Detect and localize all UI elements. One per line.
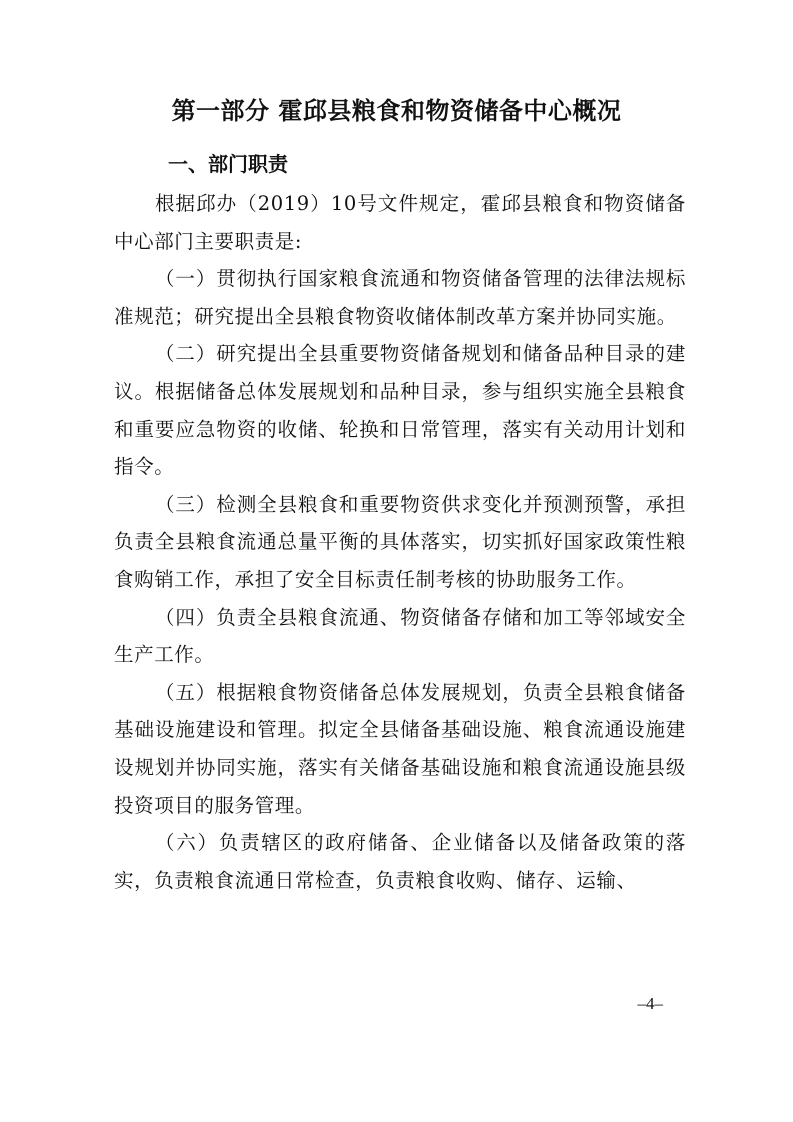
paragraph-duty-6: （六）负责辖区的政府储备、企业储备以及储备政策的落实，负责粮食流通日常检查，负责粮食收购、储存、运输、: [114, 831, 686, 892]
paragraph-duty-5: （五）根据粮食物资储备总体发展规划，负责全县粮食储备基础设施建设和管理。拟定全县储备基础设施、粮食流通设施建设规划并协同实施，落实有关储备基础设施和粮食流通设施县级投资项目的服务管理。: [114, 680, 686, 817]
body-text: [114, 185, 686, 899]
paragraph-duty-1: （一）贯彻执行国家粮食流通和物资储备管理的法律法规标准规范；研究提出全县粮食物资收储体制改革方案并协同实施。: [114, 267, 686, 328]
page-number: –4–: [637, 994, 663, 1013]
paragraph-duty-2: （二）研究提出全县重要物资储备规划和储备品种目录的建议。根据储备总体发展规划和品种目录，参与组织实施全县粮食和重要应急物资的收储、轮换和日常管理，落实有关动用计划和指令。: [114, 342, 686, 479]
paragraph-intro: 根据邱办（2019）10号文件规定，霍邱县粮食和物资储备中心部门主要职责是:: [114, 192, 686, 253]
page-title: 第一部分 霍邱县粮食和物资储备中心概况: [171, 97, 622, 125]
paragraph-duty-4: （四）负责全县粮食流通、物资储备存储和加工等邻域安全生产工作。: [114, 605, 686, 667]
section-heading: 一、部门职责: [168, 152, 288, 176]
paragraph-duty-3: （三）检测全县粮食和重要物资供求变化并预测预警，承担负责全县粮食流通总量平衡的具体落实，切实抓好国家政策性粮食购销工作，承担了安全目标责任制考核的协助服务工作。: [114, 492, 686, 591]
